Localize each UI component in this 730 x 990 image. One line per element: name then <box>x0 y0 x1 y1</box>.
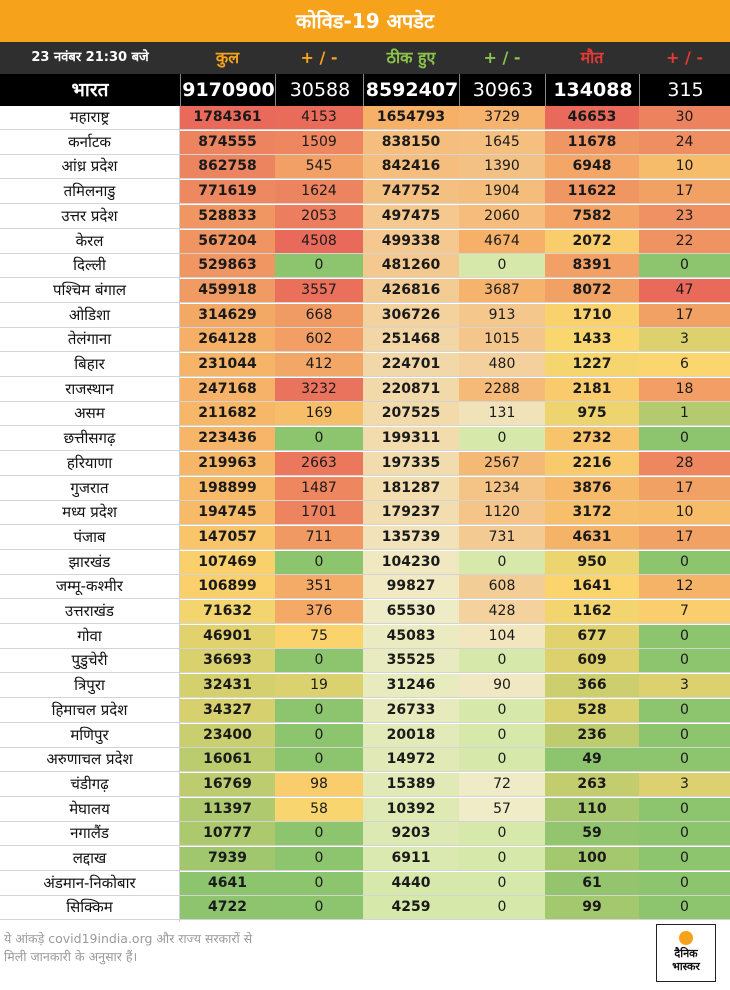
table-row <box>0 501 730 525</box>
total-change: 711 <box>275 526 363 549</box>
recovered-change: 913 <box>459 304 545 327</box>
death-cases: 61 <box>545 872 639 895</box>
total-cases: 874555 <box>180 131 275 154</box>
recovered-change: 1904 <box>459 180 545 203</box>
table-row <box>0 699 730 723</box>
recovered-change: 1120 <box>459 501 545 524</box>
header-recovered-change: + / - <box>483 48 521 67</box>
recovered-cases: 35525 <box>363 649 459 672</box>
recovered-change: 0 <box>459 748 545 771</box>
recovered-cases: 842416 <box>363 155 459 178</box>
table-row <box>0 328 730 352</box>
total-change: 75 <box>275 625 363 648</box>
death-cases: 1433 <box>545 328 639 351</box>
deaths-change: 0 <box>639 748 730 771</box>
recovered-cases: 65530 <box>363 600 459 623</box>
total-change: 0 <box>275 699 363 722</box>
death-cases: 950 <box>545 551 639 574</box>
logo-line-2: भास्कर <box>672 960 700 973</box>
deaths-change: 0 <box>639 427 730 450</box>
state-name: अरुणाचल प्रदेश <box>0 748 179 771</box>
table-row <box>0 378 730 402</box>
recovered-change: 428 <box>459 600 545 623</box>
deaths-change: 0 <box>639 254 730 277</box>
total-cases: 71632 <box>180 600 275 623</box>
source-note <box>4 930 364 966</box>
total-change: 1509 <box>275 131 363 154</box>
state-name: पुडुचेरी <box>0 649 179 672</box>
recovered-change: 1645 <box>459 131 545 154</box>
total-change: 412 <box>275 353 363 376</box>
table-row <box>0 155 730 179</box>
recovered-cases: 20018 <box>363 724 459 747</box>
table-row <box>0 353 730 377</box>
total-change: 3232 <box>275 378 363 401</box>
state-name: मणिपुर <box>0 724 179 747</box>
table-row <box>0 180 730 204</box>
table-row <box>0 674 730 698</box>
national-total-row <box>0 74 730 106</box>
recovered-change: 0 <box>459 254 545 277</box>
death-cases: 6948 <box>545 155 639 178</box>
recovered-cases: 426816 <box>363 279 459 302</box>
total-change: 0 <box>275 649 363 672</box>
table-row <box>0 304 730 328</box>
total-cases: 771619 <box>180 180 275 203</box>
total-change: 0 <box>275 724 363 747</box>
table-row <box>0 230 730 254</box>
deaths-change: 17 <box>639 526 730 549</box>
recovered-cases: 9203 <box>363 822 459 845</box>
deaths-change: 18 <box>639 378 730 401</box>
deaths-change: 24 <box>639 131 730 154</box>
state-name: उत्तराखंड <box>0 600 179 623</box>
total-cases: 567204 <box>180 230 275 253</box>
total-change: 58 <box>275 798 363 821</box>
header-total: कुल <box>215 48 240 67</box>
state-name: मेघालय <box>0 798 179 821</box>
deaths-change: 3 <box>639 328 730 351</box>
national-deaths-change: 315 <box>639 74 730 106</box>
death-cases: 46653 <box>545 106 639 129</box>
state-name: केरल <box>0 230 179 253</box>
recovered-cases: 838150 <box>363 131 459 154</box>
death-cases: 7582 <box>545 205 639 228</box>
state-name: तमिलनाडु <box>0 180 179 203</box>
deaths-change: 3 <box>639 674 730 697</box>
table-row <box>0 205 730 229</box>
recovered-cases: 207525 <box>363 402 459 425</box>
death-cases: 975 <box>545 402 639 425</box>
table-row <box>0 822 730 846</box>
column-divider <box>179 106 180 922</box>
total-cases: 1784361 <box>180 106 275 129</box>
total-cases: 147057 <box>180 526 275 549</box>
table-row <box>0 896 730 920</box>
recovered-cases: 4440 <box>363 872 459 895</box>
state-name: हरियाणा <box>0 452 179 475</box>
death-cases: 1162 <box>545 600 639 623</box>
total-cases: 36693 <box>180 649 275 672</box>
column-header-row <box>0 42 730 74</box>
total-cases: 107469 <box>180 551 275 574</box>
death-cases: 2181 <box>545 378 639 401</box>
state-name: ओडिशा <box>0 304 179 327</box>
recovered-change: 0 <box>459 847 545 870</box>
total-cases: 7939 <box>180 847 275 870</box>
deaths-change: 6 <box>639 353 730 376</box>
total-cases: 194745 <box>180 501 275 524</box>
table-row <box>0 798 730 822</box>
recovered-cases: 179237 <box>363 501 459 524</box>
total-change: 19 <box>275 674 363 697</box>
death-cases: 236 <box>545 724 639 747</box>
total-change: 0 <box>275 427 363 450</box>
state-name: महाराष्ट्र <box>0 106 179 129</box>
table-row <box>0 106 730 130</box>
death-cases: 8072 <box>545 279 639 302</box>
recovered-cases: 497475 <box>363 205 459 228</box>
total-change: 4153 <box>275 106 363 129</box>
death-cases: 11622 <box>545 180 639 203</box>
recovered-cases: 1654793 <box>363 106 459 129</box>
recovered-change: 0 <box>459 896 545 919</box>
deaths-change: 23 <box>639 205 730 228</box>
recovered-change: 2567 <box>459 452 545 475</box>
recovered-change: 0 <box>459 699 545 722</box>
total-cases: 4641 <box>180 872 275 895</box>
recovered-cases: 26733 <box>363 699 459 722</box>
state-name: तेलंगाना <box>0 328 179 351</box>
recovered-cases: 224701 <box>363 353 459 376</box>
total-change: 169 <box>275 402 363 425</box>
recovered-change: 608 <box>459 575 545 598</box>
death-cases: 4631 <box>545 526 639 549</box>
deaths-change: 0 <box>639 798 730 821</box>
total-change: 602 <box>275 328 363 351</box>
recovered-cases: 45083 <box>363 625 459 648</box>
table-row <box>0 773 730 797</box>
total-change: 1487 <box>275 477 363 500</box>
death-cases: 528 <box>545 699 639 722</box>
state-name: नगालैंड <box>0 822 179 845</box>
recovered-cases: 4259 <box>363 896 459 919</box>
state-name: अंडमान-निकोबार <box>0 872 179 895</box>
total-cases: 4722 <box>180 896 275 919</box>
national-recovered-change: 30963 <box>459 74 546 106</box>
deaths-change: 0 <box>639 649 730 672</box>
header-deaths: मौत <box>580 48 604 67</box>
recovered-cases: 15389 <box>363 773 459 796</box>
state-name: सिक्किम <box>0 896 179 919</box>
total-change: 351 <box>275 575 363 598</box>
total-change: 2053 <box>275 205 363 228</box>
total-cases: 11397 <box>180 798 275 821</box>
deaths-change: 17 <box>639 304 730 327</box>
total-cases: 46901 <box>180 625 275 648</box>
deaths-change: 47 <box>639 279 730 302</box>
death-cases: 1227 <box>545 353 639 376</box>
table-row <box>0 847 730 871</box>
deaths-change: 10 <box>639 155 730 178</box>
recovered-change: 480 <box>459 353 545 376</box>
table-row <box>0 402 730 426</box>
death-cases: 3172 <box>545 501 639 524</box>
total-change: 0 <box>275 872 363 895</box>
recovered-change: 0 <box>459 822 545 845</box>
recovered-cases: 306726 <box>363 304 459 327</box>
deaths-change: 28 <box>639 452 730 475</box>
deaths-change: 0 <box>639 699 730 722</box>
death-cases: 1710 <box>545 304 639 327</box>
state-name: आंध्र प्रदेश <box>0 155 179 178</box>
recovered-cases: 747752 <box>363 180 459 203</box>
total-change: 0 <box>275 748 363 771</box>
table-row <box>0 649 730 673</box>
national-total-change: 30588 <box>275 74 364 106</box>
table-row <box>0 575 730 599</box>
recovered-change: 0 <box>459 872 545 895</box>
recovered-cases: 481260 <box>363 254 459 277</box>
table-row <box>0 452 730 476</box>
death-cases: 677 <box>545 625 639 648</box>
national-recovered: 8592407 <box>363 74 460 106</box>
table-row <box>0 551 730 575</box>
recovered-change: 90 <box>459 674 545 697</box>
total-cases: 10777 <box>180 822 275 845</box>
deaths-change: 17 <box>639 477 730 500</box>
table-row <box>0 625 730 649</box>
recovered-cases: 220871 <box>363 378 459 401</box>
death-cases: 263 <box>545 773 639 796</box>
page-title: कोविड-19 अपडेट <box>0 0 730 42</box>
total-change: 2663 <box>275 452 363 475</box>
recovered-cases: 135739 <box>363 526 459 549</box>
recovered-cases: 181287 <box>363 477 459 500</box>
table-row <box>0 131 730 155</box>
state-name: पंजाब <box>0 526 179 549</box>
recovered-cases: 6911 <box>363 847 459 870</box>
source-note-line-2: मिली जानकारी के अनुसार हैं। <box>4 949 138 964</box>
deaths-change: 22 <box>639 230 730 253</box>
state-name: मध्य प्रदेश <box>0 501 179 524</box>
deaths-change: 0 <box>639 724 730 747</box>
total-cases: 862758 <box>180 155 275 178</box>
deaths-change: 0 <box>639 896 730 919</box>
total-cases: 264128 <box>180 328 275 351</box>
deaths-change: 0 <box>639 551 730 574</box>
total-cases: 459918 <box>180 279 275 302</box>
total-change: 1624 <box>275 180 363 203</box>
deaths-change: 0 <box>639 847 730 870</box>
state-name: छत्तीसगढ़ <box>0 427 179 450</box>
death-cases: 100 <box>545 847 639 870</box>
deaths-change: 0 <box>639 872 730 895</box>
recovered-change: 72 <box>459 773 545 796</box>
dainik-bhaskar-logo <box>656 924 716 982</box>
national-total: 9170900 <box>180 74 276 106</box>
deaths-change: 30 <box>639 106 730 129</box>
death-cases: 110 <box>545 798 639 821</box>
total-cases: 23400 <box>180 724 275 747</box>
state-name: गोवा <box>0 625 179 648</box>
deaths-change: 7 <box>639 600 730 623</box>
table-row <box>0 477 730 501</box>
recovered-cases: 14972 <box>363 748 459 771</box>
recovered-cases: 251468 <box>363 328 459 351</box>
state-name: लद्दाख <box>0 847 179 870</box>
logo-line-1: दैनिक <box>674 947 698 960</box>
recovered-cases: 99827 <box>363 575 459 598</box>
total-cases: 247168 <box>180 378 275 401</box>
deaths-change: 0 <box>639 822 730 845</box>
recovered-cases: 31246 <box>363 674 459 697</box>
table-row <box>0 254 730 278</box>
total-change: 0 <box>275 822 363 845</box>
recovered-change: 3687 <box>459 279 545 302</box>
total-change: 0 <box>275 254 363 277</box>
death-cases: 8391 <box>545 254 639 277</box>
total-cases: 529863 <box>180 254 275 277</box>
recovered-change: 0 <box>459 427 545 450</box>
recovered-change: 0 <box>459 649 545 672</box>
death-cases: 11678 <box>545 131 639 154</box>
total-cases: 314629 <box>180 304 275 327</box>
table-row <box>0 600 730 624</box>
recovered-change: 1234 <box>459 477 545 500</box>
header-recovered: ठीक हुए <box>386 48 436 67</box>
deaths-change: 10 <box>639 501 730 524</box>
deaths-change: 1 <box>639 402 730 425</box>
total-cases: 16769 <box>180 773 275 796</box>
death-cases: 3876 <box>545 477 639 500</box>
death-cases: 2732 <box>545 427 639 450</box>
recovered-change: 1390 <box>459 155 545 178</box>
update-datetime: 23 नवंबर 21:30 बजे <box>31 50 149 65</box>
header-total-change: + / - <box>300 48 338 67</box>
total-change: 4508 <box>275 230 363 253</box>
national-name: भारत <box>71 79 109 101</box>
deaths-change: 12 <box>639 575 730 598</box>
total-cases: 219963 <box>180 452 275 475</box>
recovered-cases: 199311 <box>363 427 459 450</box>
recovered-change: 57 <box>459 798 545 821</box>
recovered-cases: 10392 <box>363 798 459 821</box>
state-name: हिमाचल प्रदेश <box>0 699 179 722</box>
total-cases: 231044 <box>180 353 275 376</box>
total-change: 0 <box>275 847 363 870</box>
recovered-change: 2288 <box>459 378 545 401</box>
state-name: त्रिपुरा <box>0 674 179 697</box>
death-cases: 366 <box>545 674 639 697</box>
recovered-cases: 499338 <box>363 230 459 253</box>
total-cases: 32431 <box>180 674 275 697</box>
total-cases: 16061 <box>180 748 275 771</box>
death-cases: 49 <box>545 748 639 771</box>
recovered-change: 4674 <box>459 230 545 253</box>
state-name: पश्चिम बंगाल <box>0 279 179 302</box>
deaths-change: 0 <box>639 625 730 648</box>
table-row <box>0 427 730 451</box>
total-change: 668 <box>275 304 363 327</box>
state-name: दिल्ली <box>0 254 179 277</box>
state-name: राजस्थान <box>0 378 179 401</box>
table-row <box>0 724 730 748</box>
header-deaths-change: + / - <box>665 48 704 67</box>
table-row <box>0 748 730 772</box>
recovered-change: 0 <box>459 551 545 574</box>
state-name: जम्मू-कश्मीर <box>0 575 179 598</box>
recovered-change: 104 <box>459 625 545 648</box>
total-cases: 223436 <box>180 427 275 450</box>
table-row <box>0 872 730 896</box>
total-cases: 211682 <box>180 402 275 425</box>
recovered-change: 1015 <box>459 328 545 351</box>
death-cases: 1641 <box>545 575 639 598</box>
total-cases: 528833 <box>180 205 275 228</box>
recovered-change: 131 <box>459 402 545 425</box>
total-change: 545 <box>275 155 363 178</box>
total-change: 376 <box>275 600 363 623</box>
total-change: 98 <box>275 773 363 796</box>
total-cases: 198899 <box>180 477 275 500</box>
table-row <box>0 526 730 550</box>
total-cases: 34327 <box>180 699 275 722</box>
source-note-line-1: ये आंकड़े covid19india.org और राज्य सरकारों से <box>4 931 253 946</box>
death-cases: 59 <box>545 822 639 845</box>
state-name: उत्तर प्रदेश <box>0 205 179 228</box>
recovered-cases: 104230 <box>363 551 459 574</box>
total-change: 0 <box>275 551 363 574</box>
recovered-change: 3729 <box>459 106 545 129</box>
death-cases: 2072 <box>545 230 639 253</box>
deaths-change: 17 <box>639 180 730 203</box>
sun-icon <box>679 931 693 945</box>
total-change: 1701 <box>275 501 363 524</box>
deaths-change: 3 <box>639 773 730 796</box>
total-change: 3557 <box>275 279 363 302</box>
death-cases: 609 <box>545 649 639 672</box>
recovered-cases: 197335 <box>363 452 459 475</box>
state-name: असम <box>0 402 179 425</box>
state-name: झारखंड <box>0 551 179 574</box>
total-change: 0 <box>275 896 363 919</box>
death-cases: 2216 <box>545 452 639 475</box>
state-name: बिहार <box>0 353 179 376</box>
state-name: गुजरात <box>0 477 179 500</box>
state-name: चंडीगढ़ <box>0 773 179 796</box>
table-row <box>0 279 730 303</box>
state-name: कर्नाटक <box>0 131 179 154</box>
national-deaths: 134088 <box>545 74 640 106</box>
total-cases: 106899 <box>180 575 275 598</box>
recovered-change: 731 <box>459 526 545 549</box>
recovered-change: 0 <box>459 724 545 747</box>
death-cases: 99 <box>545 896 639 919</box>
recovered-change: 2060 <box>459 205 545 228</box>
